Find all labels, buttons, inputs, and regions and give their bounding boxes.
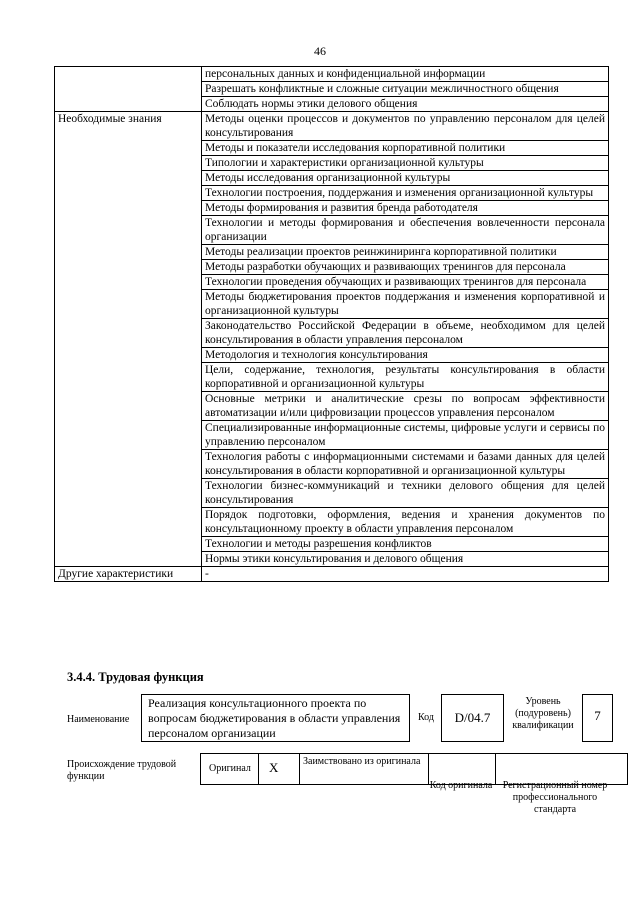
table-row [55,567,609,582]
row-item: Законодательство Российской Федерации в объеме, необходимом для целей консультирования в области управления персоналом [202,319,609,348]
code-box [441,694,504,742]
row-item: Технологии бизнес-коммуникаций и техники делового общения для целей консультирования [202,479,609,508]
reg-caption: Регистрационный номер профессионального стандарта [502,780,608,815]
row-item: персональных данных и конфиденциальной информации [202,67,609,82]
row-item: Соблюдать нормы этики делового общения [202,97,609,112]
row-label [55,67,202,112]
row-item: Технология работы с информационными системами и базами данных для целей консультирования в области корпоративной и организационной культуры [202,450,609,479]
table-row [55,67,609,82]
level-box [582,694,613,742]
row-item: Методология и технология консультирования [202,348,609,363]
row-item: Нормы этики консультирования и делового общения [202,552,609,567]
row-item: Методы реализации проектов реинжиниринга корпоративной политики [202,245,609,260]
row-item: Методы исследования организационной культуры [202,171,609,186]
row-item: Порядок подготовки, оформления, ведения и хранения документов по консультационному проекту в области управления персоналом [202,508,609,537]
row-item: Методы бюджетирования проектов поддержания и изменения корпоративной и организационной культуры [202,290,609,319]
requirements-table [54,66,609,582]
row-item: Разрешать конфликтные и сложные ситуации межличностного общения [202,82,609,97]
function-name: Реализация консультационного проекта по вопросам бюджетирования в области управления персоналом организации [148,696,401,740]
row-label: Другие характеристики [55,567,202,582]
table-row [55,112,609,141]
row-item: Технологии проведения обучающих и развивающих тренингов для персонала [202,275,609,290]
row-item: Технологии построения, поддержания и изменения организационной культуры [202,186,609,201]
level-value: 7 [594,708,601,723]
code-label: Код [418,712,434,723]
row-label: Необходимые знания [55,112,202,567]
code-caption: Код оригинала [429,780,493,791]
row-item: Технологии и методы разрешения конфликтов [202,537,609,552]
borrowed-label: Заимствовано из оригинала [303,756,421,767]
original-label: Оригинал [209,763,251,774]
origin-label: Происхождение трудовой функции [67,759,177,782]
page-number: 46 [314,44,326,58]
row-item: Цели, содержание, технология, результаты консультирования в области корпоративной и организационной культуры [202,363,609,392]
name-label: Наименование [67,714,130,725]
row-item: Специализированные информационные системы, цифровые услуги и сервисы по управлению персоналом [202,421,609,450]
level-label: Уровень (подуровень) квалификации [512,696,574,731]
row-item: Методы формирования и развития бренда работодателя [202,201,609,216]
section-title: 3.4.4. Трудовая функция [67,670,204,684]
requirements-table-body [55,67,609,582]
name-box [141,694,410,742]
row-item: - [202,567,609,582]
row-item: Технологии и методы формирования и обеспечения вовлеченности персонала организации [202,216,609,245]
row-item: Методы оценки процессов и документов по управлению персоналом для целей консультирования [202,112,609,141]
row-item: Типологии и характеристики организационной культуры [202,156,609,171]
row-item: Методы разработки обучающих и развивающих тренингов для персонала [202,260,609,275]
row-item: Основные метрики и аналитические срезы по вопросам эффективности автоматизации и/или цифровизации процессов управления персоналом [202,392,609,421]
row-item: Методы и показатели исследования корпоративной политики [202,141,609,156]
original-mark: X [269,760,279,775]
function-code: D/04.7 [454,710,491,725]
